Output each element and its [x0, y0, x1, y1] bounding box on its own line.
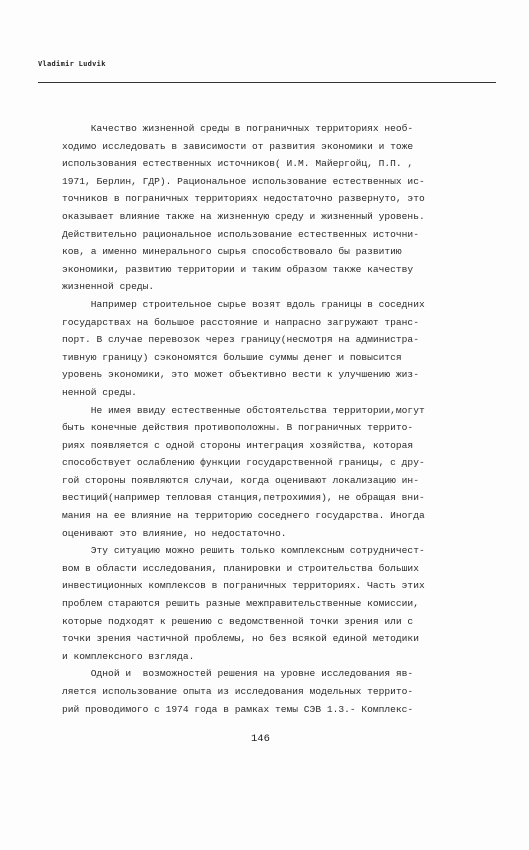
- body-text: [62, 120, 482, 718]
- text-line: риях появляется с одной стороны интеграция хозяйства, которая: [62, 439, 414, 451]
- text-line: способствует ослаблению функции государственной границы, с дру-: [62, 457, 425, 469]
- text-line: порт. В случае перевозок через границу(несмотря на администра-: [62, 334, 419, 346]
- text-line: тивную границу) сэкономятся большие суммы денег и повысится: [62, 351, 402, 363]
- text-line: ляется использование опыта из исследования модельных террито-: [62, 686, 414, 697]
- text-line: ходимо исследовать в зависимости от развития экономики и тоже: [62, 140, 414, 152]
- text-line: вестиций(например тепловая станция,петрохимия), не обращая вни-: [62, 492, 425, 504]
- text-line: точки зрения частичной проблемы, но без всякой единой методики: [62, 633, 419, 645]
- paragraph: [62, 542, 482, 665]
- text-line: и комплексного взгляда.: [62, 650, 195, 662]
- text-line: ков, а именно минерального сырья способствовало бы развитию: [62, 246, 402, 258]
- paragraph: [62, 665, 482, 718]
- page-number: 146: [251, 733, 270, 745]
- text-line: инвестиционных комплексов в пограничных территориях. Часть этих: [62, 580, 425, 592]
- text-line: быть конечные действия противоположны. В пограничных террито-: [62, 422, 414, 434]
- text-line: Эту ситуацию можно решить только комплексным сотрудничест-: [62, 545, 425, 557]
- text-line: экономики, развитию территории и таким образом также качеству: [62, 263, 414, 275]
- paragraph: [62, 296, 482, 402]
- text-line: оценивают это влияние, но недостаточно.: [62, 527, 287, 539]
- text-line: государствах на большое расстояние и напрасно загружают транс-: [62, 316, 419, 328]
- text-line: Например строительное сырье возят вдоль границы в соседних: [62, 298, 425, 310]
- text-line: Качество жизненной среды в пограничных территориях необ-: [62, 123, 414, 134]
- paragraph: [62, 120, 482, 296]
- text-line: Не имея ввиду естественные обстоятельства территории,могут: [62, 404, 425, 416]
- text-line: Одной и возможностей решения на уровне исследования яв-: [62, 668, 414, 680]
- text-line: проблем стараются решить разные межправительственные комиссии,: [62, 598, 419, 610]
- header-rule: [38, 82, 496, 83]
- text-line: Действительно рациональное использование естественных источни-: [62, 228, 419, 240]
- text-line: рий проводимого с 1974 года в рамках темы СЭВ 1.3.- Комплекс-: [62, 703, 414, 715]
- text-line: гой стороны появляются случаи, когда оценивают локализацию ин-: [62, 474, 419, 486]
- text-line: оказывает влияние также на жизненную среду и жизненный уровень.: [62, 210, 425, 222]
- paragraph: [62, 402, 482, 543]
- running-head-author: Vladimir Ludvik: [38, 60, 106, 68]
- text-line: точников в пограничных территориях недостаточно развернуто, это: [62, 193, 425, 205]
- text-line: использования естественных источников( И.М. Майергойц, П.П. ,: [62, 158, 414, 170]
- text-line: 1971, Берлин, ГДР). Рациональное использование естественных ис-: [62, 175, 425, 187]
- text-line: которые подходят к решению с ведомственной точки зрения или с: [62, 615, 414, 627]
- text-line: уровень экономики, это может объективно вести к улучшению жиз-: [62, 369, 419, 381]
- text-line: ненной среды.: [62, 386, 137, 398]
- text-line: вом в области исследования, планировки и строительства больших: [62, 562, 419, 574]
- text-line: жизненной среды.: [62, 281, 155, 293]
- text-line: мания на ее влияние на территорию соседнего государства. Иногда: [62, 510, 425, 522]
